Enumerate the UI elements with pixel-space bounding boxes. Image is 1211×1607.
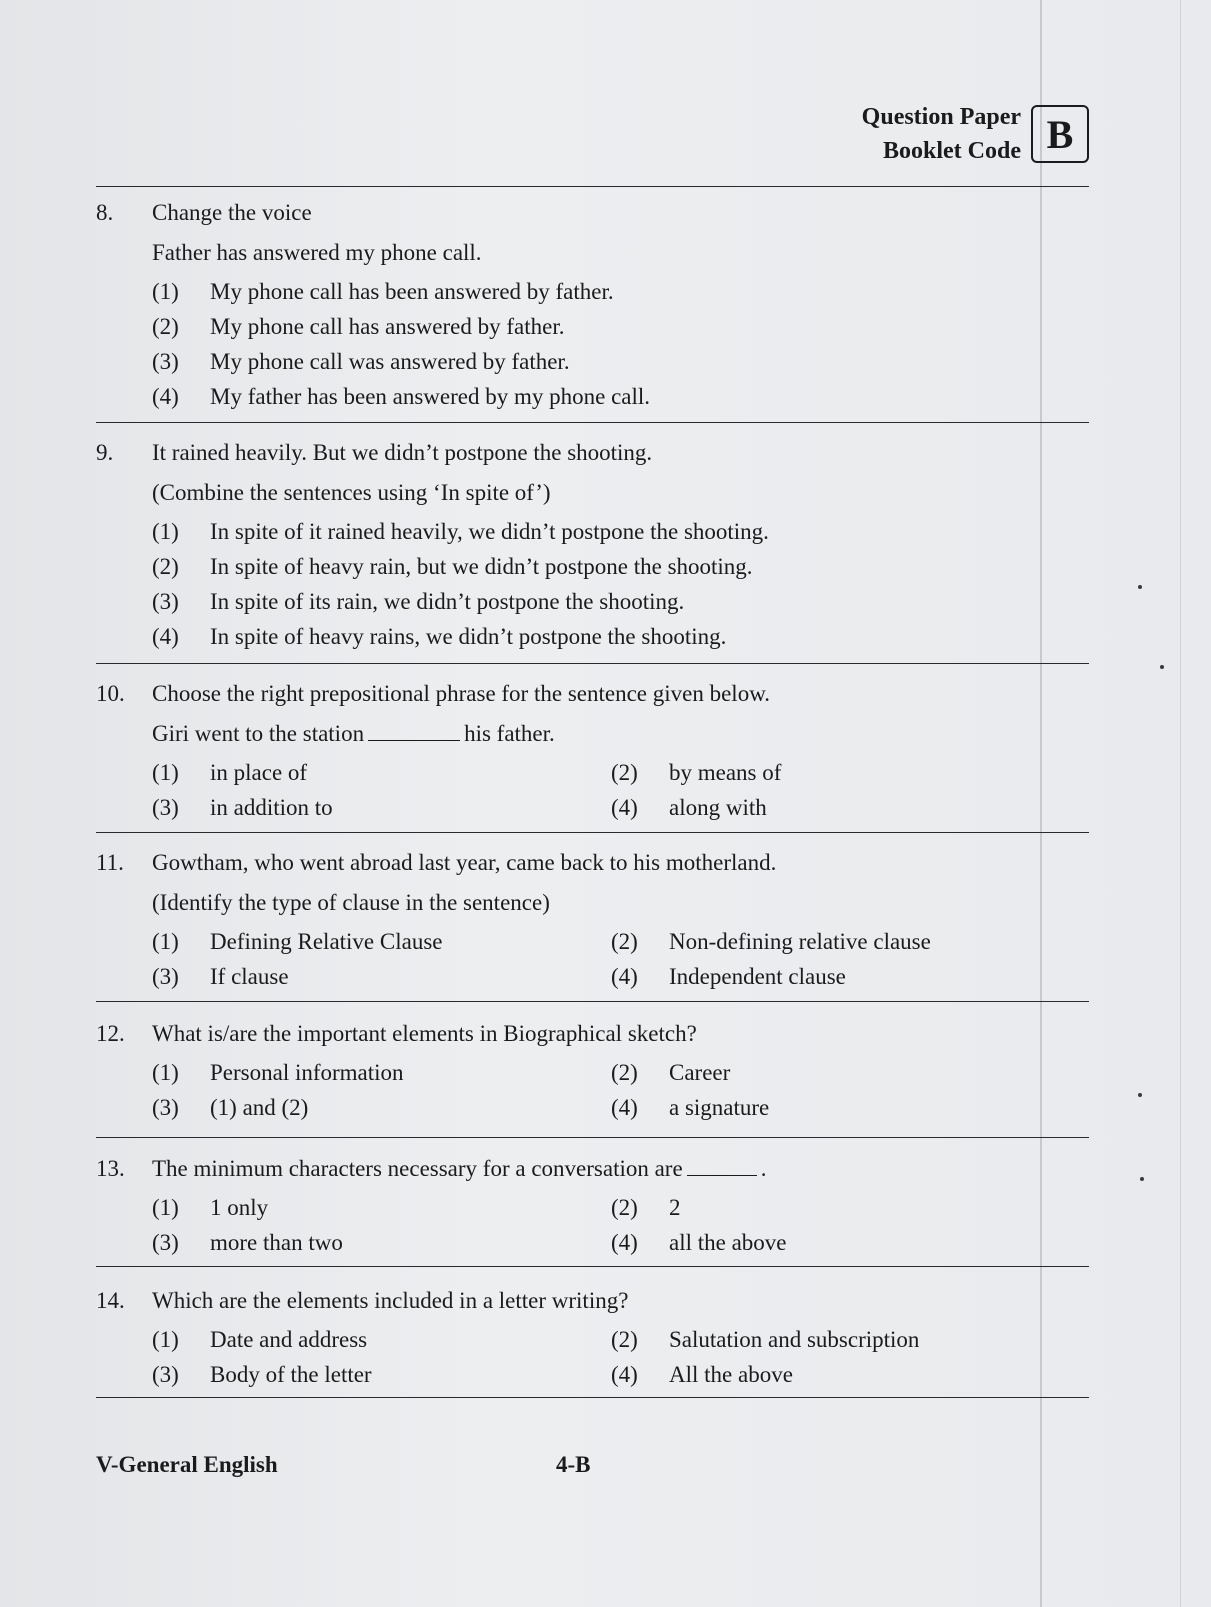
option-number: (4) <box>611 964 638 989</box>
option-text: In spite of heavy rains, we didn’t postpone the shooting. <box>210 624 727 649</box>
option-number: (4) <box>152 624 179 649</box>
question-text: What is/are the important elements in Biographical sketch? <box>152 1021 697 1046</box>
option-number: (1) <box>152 1327 179 1352</box>
option-4 <box>611 790 767 826</box>
option-number: (2) <box>611 929 638 954</box>
option-4 <box>611 1357 793 1393</box>
question-number: 11. <box>96 850 124 875</box>
option-text: Non-defining relative clause <box>669 929 931 954</box>
option-number: (3) <box>152 1095 179 1120</box>
question-10 <box>96 676 1089 826</box>
option-number: (2) <box>152 554 179 579</box>
option-4 <box>611 1225 787 1261</box>
question-text: Father has answered my phone call. <box>152 240 482 265</box>
sentence-before-blank: Giri went to the station <box>152 721 365 746</box>
edge-line <box>1180 0 1181 1607</box>
question-sentence <box>152 1151 766 1187</box>
option-text: Body of the letter <box>210 1362 372 1387</box>
option-text: My phone call has answered by father. <box>210 314 565 339</box>
option-text: along with <box>669 795 767 820</box>
option-number: (1) <box>152 519 179 544</box>
option-number: (3) <box>152 964 179 989</box>
question-text: Choose the right prepositional phrase for the sentence given below. <box>152 681 771 706</box>
option-number: (3) <box>152 795 179 820</box>
option-number: (3) <box>152 1230 179 1255</box>
option-4 <box>611 1090 769 1126</box>
question-9 <box>96 435 1089 655</box>
option-4 <box>152 379 650 415</box>
question-number: 13. <box>96 1156 125 1181</box>
question-text: Change the voice <box>152 200 312 225</box>
option-number: (2) <box>611 1327 638 1352</box>
option-text: Personal information <box>210 1060 404 1085</box>
fill-in-blank <box>368 718 460 741</box>
option-2 <box>152 309 564 345</box>
option-number: (1) <box>152 279 179 304</box>
option-number: (2) <box>611 1195 638 1220</box>
option-number: (4) <box>611 1230 638 1255</box>
option-1 <box>152 1190 268 1226</box>
option-number: (4) <box>611 1362 638 1387</box>
option-3 <box>152 790 333 826</box>
question-number: 9. <box>96 440 114 465</box>
option-1 <box>152 1322 367 1358</box>
question-text: (Combine the sentences using ‘In spite of’) <box>152 480 551 505</box>
question-text: (Identify the type of clause in the sentence) <box>152 890 550 915</box>
divider-rule <box>96 832 1089 833</box>
option-number: (2) <box>152 314 179 339</box>
option-text: more than two <box>210 1230 343 1255</box>
option-1 <box>152 274 614 310</box>
divider-rule <box>96 1397 1089 1398</box>
option-text: 1 only <box>210 1195 269 1220</box>
divider-rule <box>96 186 1089 187</box>
option-1 <box>152 1055 404 1091</box>
option-2 <box>611 1190 681 1226</box>
option-text: In spite of its rain, we didn’t postpone the shooting. <box>210 589 685 614</box>
question-number: 10. <box>96 681 125 706</box>
question-number: 12. <box>96 1021 125 1046</box>
question-11 <box>96 845 1089 995</box>
option-3 <box>152 959 289 995</box>
option-text: Salutation and subscription <box>669 1327 920 1352</box>
option-text: all the above <box>669 1230 787 1255</box>
option-text: in addition to <box>210 795 333 820</box>
header-line-2: Booklet Code <box>883 138 1021 164</box>
option-3 <box>152 344 570 380</box>
option-text: All the above <box>669 1362 793 1387</box>
option-number: (2) <box>611 1060 638 1085</box>
question-number: 8. <box>96 200 114 225</box>
question-12 <box>96 1016 1089 1126</box>
scan-speck <box>1138 1093 1142 1097</box>
divider-rule <box>96 422 1089 423</box>
option-text: If clause <box>210 964 289 989</box>
option-3 <box>152 1225 343 1261</box>
option-text: (1) and (2) <box>210 1095 309 1120</box>
option-text: Defining Relative Clause <box>210 929 443 954</box>
option-number: (1) <box>152 760 179 785</box>
option-text: My phone call has been answered by father. <box>210 279 614 304</box>
question-text: It rained heavily. But we didn’t postpone the shooting. <box>152 440 653 465</box>
option-text: a signature <box>669 1095 770 1120</box>
option-2 <box>611 1055 730 1091</box>
sentence-after-blank: . <box>760 1156 767 1181</box>
option-text: 2 <box>669 1195 681 1220</box>
option-4 <box>611 959 846 995</box>
option-text: In spite of it rained heavily, we didn’t postpone the shooting. <box>210 519 769 544</box>
option-3 <box>152 1357 372 1393</box>
booklet-code-label <box>862 100 1021 168</box>
option-number: (1) <box>152 1060 179 1085</box>
option-text: by means of <box>669 760 782 785</box>
divider-rule <box>96 1266 1089 1267</box>
question-text: Which are the elements included in a letter writing? <box>152 1288 629 1313</box>
scan-speck <box>1140 1177 1144 1181</box>
booklet-code-box: B <box>1031 105 1089 163</box>
option-number: (1) <box>152 929 179 954</box>
option-2 <box>611 924 931 960</box>
footer-page-number: 4-B <box>556 1452 591 1477</box>
sentence-before-blank: The minimum characters necessary for a conversation are <box>152 1156 683 1181</box>
question-8 <box>96 195 1089 415</box>
option-2 <box>152 549 753 585</box>
sentence-after-blank: his father. <box>464 721 555 746</box>
scan-speck <box>1138 585 1142 589</box>
option-3 <box>152 1090 308 1126</box>
fill-in-blank <box>687 1153 757 1176</box>
option-number: (3) <box>152 349 179 374</box>
option-4 <box>152 619 726 655</box>
option-number: (3) <box>152 1362 179 1387</box>
option-number: (4) <box>152 384 179 409</box>
booklet-code-header <box>862 100 1089 168</box>
question-14 <box>96 1283 1089 1393</box>
option-text: Date and address <box>210 1327 368 1352</box>
header-line-1: Question Paper <box>861 104 1021 130</box>
option-text: My father has been answered by my phone call. <box>210 384 651 409</box>
question-13 <box>96 1151 1089 1261</box>
option-text: Independent clause <box>669 964 846 989</box>
divider-rule <box>96 1001 1089 1002</box>
question-sentence <box>152 716 555 752</box>
question-number: 14. <box>96 1288 125 1313</box>
footer-subject: V-General English <box>96 1452 278 1477</box>
option-1 <box>152 514 769 550</box>
option-number: (4) <box>611 795 638 820</box>
question-text: Gowtham, who went abroad last year, came back to his motherland. <box>152 850 777 875</box>
option-2 <box>611 1322 919 1358</box>
option-1 <box>152 755 307 791</box>
option-text: Career <box>669 1060 731 1085</box>
option-1 <box>152 924 443 960</box>
option-number: (3) <box>152 589 179 614</box>
divider-rule <box>96 663 1089 664</box>
option-3 <box>152 584 684 620</box>
option-text: in place of <box>210 760 308 785</box>
divider-rule <box>96 1137 1089 1138</box>
option-number: (1) <box>152 1195 179 1220</box>
option-number: (4) <box>611 1095 638 1120</box>
scan-speck <box>1160 665 1164 669</box>
option-text: My phone call was answered by father. <box>210 349 570 374</box>
option-number: (2) <box>611 760 638 785</box>
option-text: In spite of heavy rain, but we didn’t postpone the shooting. <box>210 554 753 579</box>
option-2 <box>611 755 781 791</box>
